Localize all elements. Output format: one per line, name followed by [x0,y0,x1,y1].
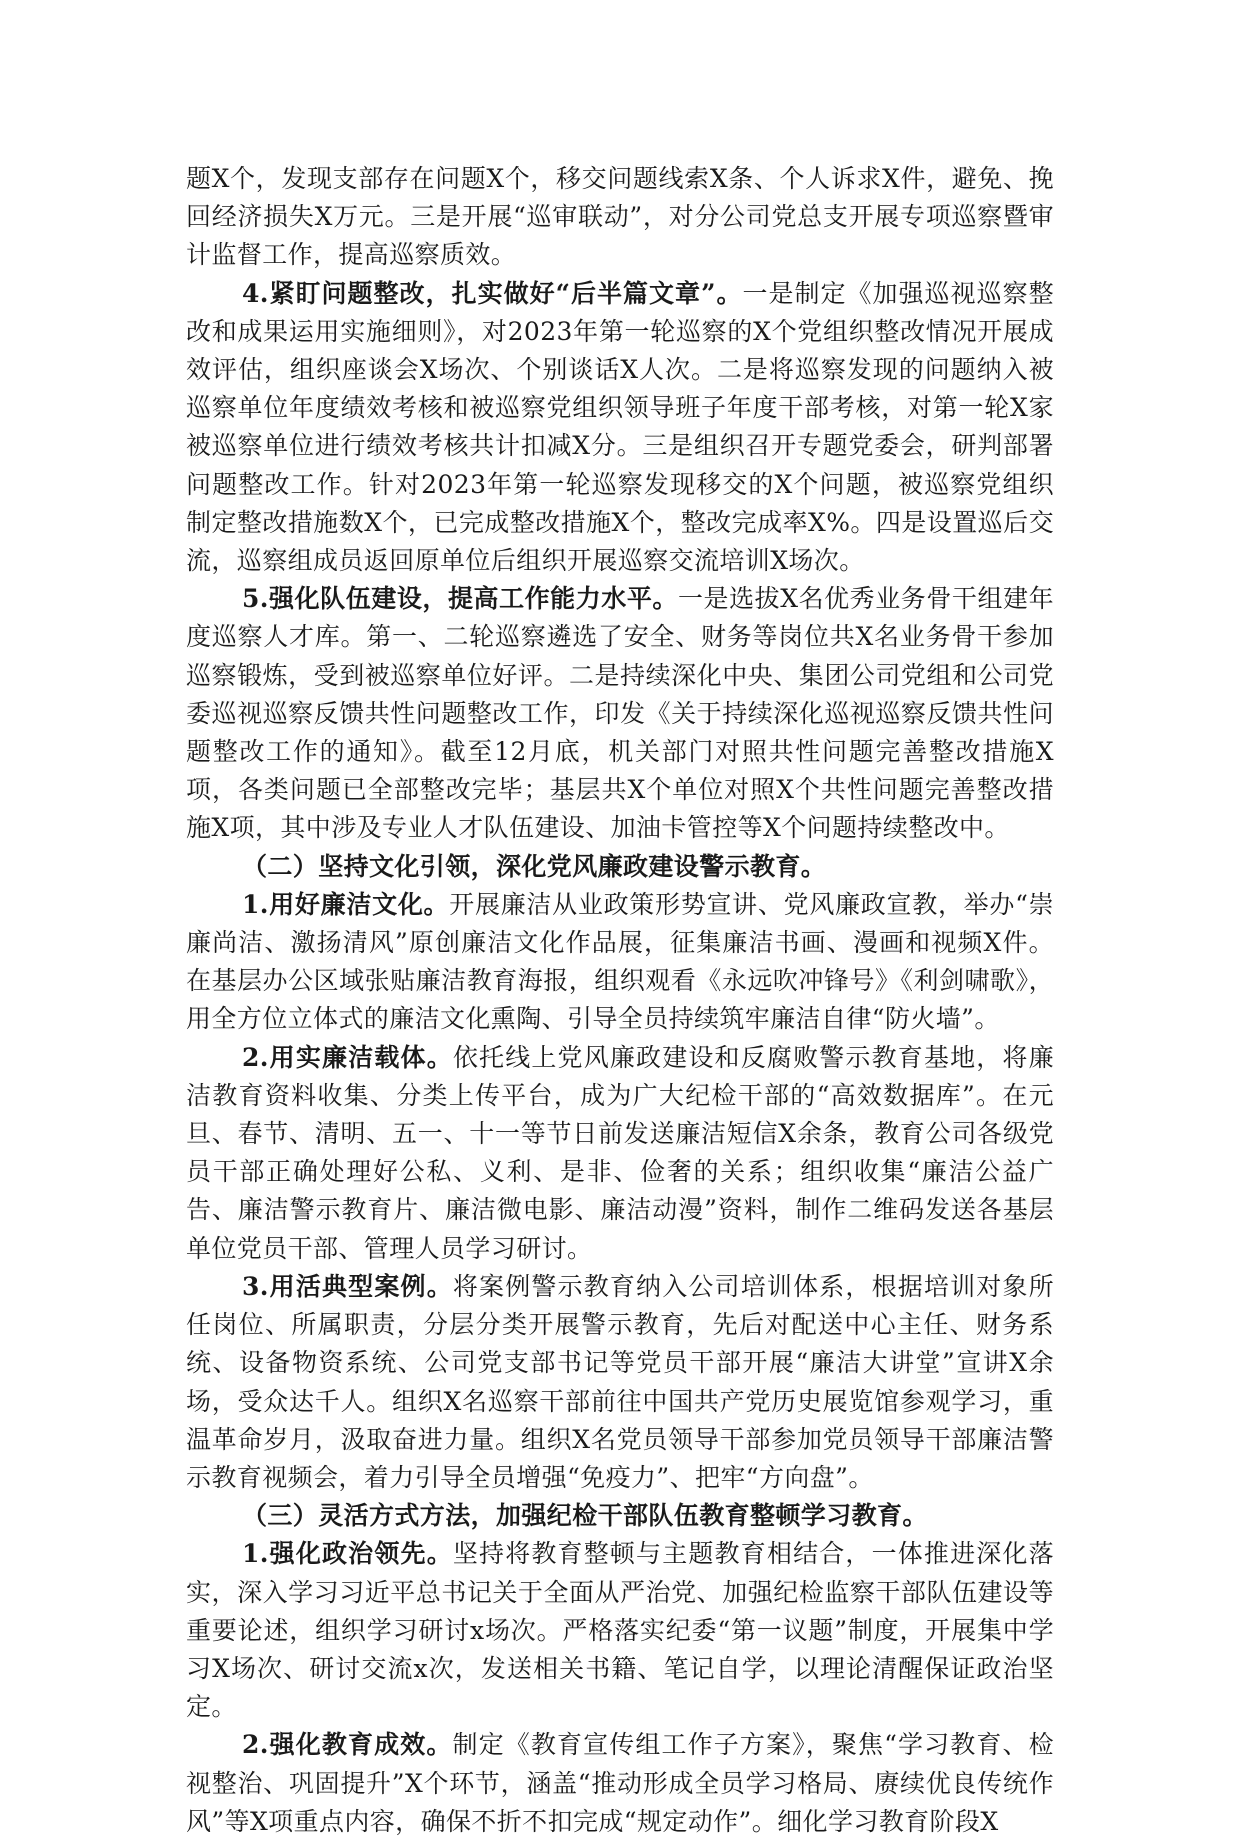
item-heading: 1.用好廉洁文化。 [242,889,450,919]
item-body: 制定《教育宣传组工作子方案》，聚焦“学习教育、检视整治、巩固提升”X个环节，涵盖“推动形成全员学习格局、赓续优良传统作风”等X项重点内容，确保不折不扣完成“规定动作”。细化学习教育阶段X [186,1730,1054,1836]
paragraph-item-2-3 [186,1268,1054,1497]
section-heading-2: （二）坚持文化引领，深化党风廉政建设警示教育。 [242,851,827,881]
paragraph-item-3-2 [186,1726,1054,1841]
item-heading: 4.紧盯问题整改，扎实做好“后半篇文章”。 [242,278,743,308]
item-heading: 2.强化教育成效。 [242,1730,453,1760]
item-heading: 5.强化队伍建设，提高工作能力水平。 [242,584,678,614]
item-body: 一是制定《加强巡视巡察整改和成果运用实施细则》，对2023年第一轮巡察的X个党组织整改情况开展成效评估，组织座谈会X场次、个别谈话X人次。二是将巡察发现的问题纳入被巡察单位年度绩效考核和被巡察党组织领导班子年度干部考核，对第一轮X家被巡察单位进行绩效考核共计扣减X分。三是组织召开专题党委会，研判部署问题整改工作。针对2023年第一轮巡察发现移交的X个问题，被巡察党组织制定整改措施数X个，已完成整改措施X个，整改完成率X%。四是设置巡后交流，巡察组成员返回原单位后组织开展巡察交流培训X场次。 [186,278,1054,576]
item-body: 依托线上党风廉政建设和反腐败警示教育基地，将廉洁教育资料收集、分类上传平台，成为广大纪检干部的“高效数据库”。在元旦、春节、清明、五一、十一等节日前发送廉洁短信X余条，教育公司各级党员干部正确处理好公私、义利、是非、俭奢的关系；组织收集“廉洁公益广告、廉洁警示教育片、廉洁微电影、廉洁动漫”资料，制作二维码发送各基层单位党员干部、管理人员学习研讨。 [186,1042,1054,1263]
item-body: 将案例警示教育纳入公司培训体系，根据培训对象所任岗位、所属职责，分层分类开展警示教育，先后对配送中心主任、财务系统、设备物资系统、公司党支部书记等党员干部开展“廉洁大讲堂”宣讲X余场，受众达千人。组织X名巡察干部前往中国共产党历史展览馆参观学习，重温革命岁月，汲取奋进力量。组织X名党员领导干部参加党员领导干部廉洁警示教育视频会，着力引导全员增强“免疫力”、把牢“方向盘”。 [186,1271,1054,1492]
item-heading: 3.用活典型案例。 [242,1271,453,1301]
paragraph-item-3-1 [186,1535,1054,1726]
section-heading-3: （三）灵活方式方法，加强纪检干部队伍教育整顿学习教育。 [242,1501,928,1531]
paragraph-item-4 [186,275,1054,581]
item-body: 开展廉洁从业政策形势宣讲、党风廉政宣教，举办“崇廉尚洁、激扬清风”原创廉洁文化作品展，征集廉洁书画、漫画和视频X件。在基层办公区域张贴廉洁教育海报，组织观看《永远吹冲锋号》《利剑啸歌》，用全方位立体式的廉洁文化熏陶、引导全员持续筑牢廉洁自律“防火墙”。 [186,889,1054,1034]
document-page [186,160,1054,1841]
item-heading: 1.强化政治领先。 [242,1539,453,1569]
paragraph-continuation: 题X个，发现支部存在问题X个，移交问题线索X条、个人诉求X件，避免、挽回经济损失X万元。三是开展“巡审联动”，对分公司党总支开展专项巡察暨审计监督工作，提高巡察质效。 [186,164,1054,270]
item-heading: 2.用实廉洁载体。 [242,1042,453,1072]
paragraph-item-2-2 [186,1039,1054,1268]
item-body: 坚持将教育整顿与主题教育相结合，一体推进深化落实，深入学习习近平总书记关于全面从严治党、加强纪检监察干部队伍建设等重要论述，组织学习研讨x场次。严格落实纪委“第一议题”制度，开展集中学习X场次、研讨交流x次，发送相关书籍、笔记自学，以理论清醒保证政治坚定。 [186,1539,1054,1722]
item-body: 一是选拔X名优秀业务骨干组建年度巡察人才库。第一、二轮巡察遴选了安全、财务等岗位共X名业务骨干参加巡察锻炼，受到被巡察单位好评。二是持续深化中央、集团公司党组和公司党委巡视巡察反馈共性问题整改工作，印发《关于持续深化巡视巡察反馈共性问题整改工作的通知》。截至12月底，机关部门对照共性问题完善整改措施X项，各类问题已全部整改完毕；基层共X个单位对照X个共性问题完善整改措施X项，其中涉及专业人才队伍建设、加油卡管控等X个问题持续整改中。 [186,584,1054,843]
paragraph-item-2-1 [186,886,1054,1039]
paragraph-item-5 [186,580,1054,847]
